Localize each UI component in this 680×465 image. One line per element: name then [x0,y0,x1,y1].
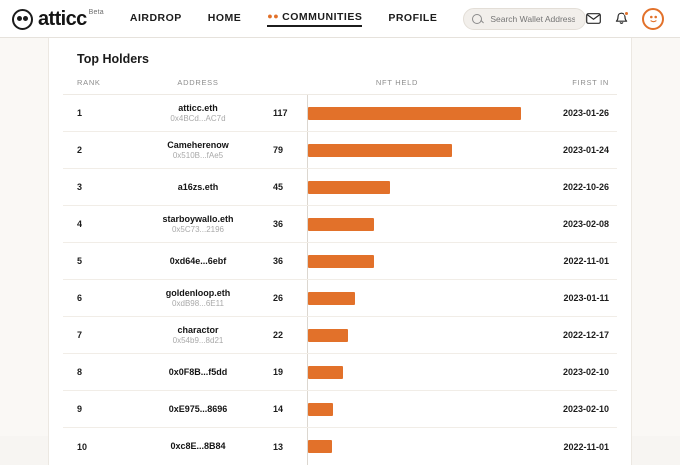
row-bar-track [307,169,521,205]
row-address-name: 0x0F8B...f5dd [168,366,228,377]
top-holders-card [48,38,632,465]
row-rank: 1 [77,108,83,118]
row-first-in: 2022-11-01 [563,256,609,266]
row-bar [308,255,374,268]
row-address[interactable] [123,403,273,415]
nav-item-communities[interactable] [267,11,362,27]
row-rank: 8 [77,367,83,377]
row-rank: 7 [77,330,83,340]
row-bar [308,107,521,120]
row-nft-count: 22 [273,330,284,340]
nav-item-home[interactable] [208,12,242,26]
row-address-hash: 0x54b9...8d21 [172,335,224,345]
row-address-name: charactor [177,324,219,335]
row-bar-track [307,391,521,427]
notifications-button[interactable] [615,12,628,26]
mail-glyph [586,13,601,24]
brand-name: atticc [38,7,87,30]
row-nft-count: 45 [273,182,284,192]
row-first-in: 2022-11-01 [563,441,609,452]
row-nft-count: 13 [273,441,284,452]
nav-item-label: COMMUNITIES [282,10,363,23]
atticc-logo-icon [12,9,33,30]
top-bar-actions [586,8,668,30]
row-address[interactable] [123,287,273,310]
row-nft-count: 79 [273,145,284,155]
row-rank: 4 [77,219,83,229]
row-nft-held [273,317,521,353]
table-body [63,95,617,465]
row-bar-track [307,280,521,316]
row-address-name: goldenloop.eth [165,287,231,298]
row-address-hash: 0xdB98...6E11 [172,298,224,308]
search-bar[interactable] [463,8,586,30]
row-first-in: 2023-01-24 [562,145,609,155]
row-nft-held [273,132,521,168]
row-rank: 2 [77,145,83,155]
row-first-in: 2022-12-17 [562,330,609,340]
row-address-name: starboywallo.eth [162,213,234,224]
row-nft-held [273,354,521,390]
nav-item-label: AIRDROP [129,11,182,24]
row-address-hash: 0x4BCd...AC7d [170,113,226,123]
row-bar-track [307,95,521,131]
notification-badge-dot [624,11,629,16]
row-address[interactable] [123,366,273,378]
nav-item-label: HOME [207,11,242,24]
row-first-in: 2023-01-11 [563,293,609,303]
top-navigation-bar [0,0,680,38]
row-bar [308,403,333,416]
table-row[interactable] [63,391,617,428]
column-header-rank: RANK [77,78,101,87]
row-address-name: atticc.eth [178,102,218,113]
table-row[interactable] [63,354,617,391]
row-bar [308,329,348,342]
row-nft-held [273,280,521,316]
table-row[interactable] [63,243,617,280]
row-address[interactable] [123,213,273,236]
row-nft-held [273,206,521,242]
row-address-hash: 0x510B...fAe5 [172,150,224,160]
search-input[interactable] [488,13,577,25]
page-body [0,38,680,452]
nav-item-profile[interactable] [388,12,437,26]
row-first-in: 2023-02-10 [562,367,609,377]
table-row[interactable] [63,317,617,354]
row-rank: 10 [77,441,88,452]
row-bar [308,144,452,157]
row-address[interactable] [123,324,273,347]
table-row[interactable] [63,280,617,317]
mail-icon[interactable] [586,13,601,24]
row-nft-held [273,391,521,427]
column-header-address: ADDRESS [177,78,219,87]
row-rank: 5 [77,256,83,266]
row-address[interactable] [123,139,273,162]
row-nft-held [273,428,521,465]
row-address[interactable] [123,440,273,452]
row-address[interactable] [123,181,273,193]
row-nft-held [273,243,521,279]
row-address-name: a16zs.eth [177,181,219,192]
page-title: Top Holders [77,52,149,66]
row-first-in: 2023-02-08 [562,219,609,229]
row-bar [308,366,343,379]
row-address-name: 0xd64e...6ebf [169,255,227,266]
row-bar-track [307,428,521,465]
row-nft-count: 36 [273,256,284,266]
row-bar [308,292,355,305]
nav-links [130,11,437,27]
row-bar-track [307,132,521,168]
row-nft-held [273,169,521,205]
table-row[interactable] [63,169,617,206]
avatar-face-icon [647,12,660,25]
row-first-in: 2023-01-26 [562,108,609,118]
row-first-in: 2023-02-10 [562,404,609,414]
row-rank: 9 [77,404,83,414]
row-bar [308,218,374,231]
row-address-name: Cameherenow [167,139,229,150]
brand-logo[interactable] [12,8,104,30]
row-nft-count: 19 [273,367,284,377]
row-address-hash: 0x5C73...2196 [171,224,225,234]
row-bar-track [307,317,521,353]
row-nft-count: 36 [273,219,284,229]
avatar[interactable] [642,8,664,30]
row-bar-track [307,206,521,242]
search-icon [472,14,482,24]
nav-item-label: PROFILE [388,11,438,24]
row-nft-held [273,95,521,131]
row-address-name: 0xc8E...8B84 [170,441,226,452]
row-nft-count: 117 [273,108,288,118]
row-nft-count: 14 [273,404,284,414]
beta-badge: Beta [88,8,104,16]
row-bar [308,440,332,453]
table-header-row [63,78,617,95]
row-address[interactable] [123,255,273,267]
row-address[interactable] [123,102,273,125]
row-rank: 6 [77,293,83,303]
row-bar-track [307,354,521,390]
table-row[interactable] [63,428,617,465]
row-rank: 3 [77,182,83,192]
nav-item-airdrop[interactable] [130,12,182,26]
table-row[interactable] [63,206,617,243]
column-header-nft-held: NFT HELD [375,78,419,87]
row-nft-count: 26 [273,293,284,303]
column-header-first-in: FIRST IN [572,78,609,87]
table-row[interactable] [63,95,617,132]
row-first-in: 2022-10-26 [562,182,609,192]
row-bar [308,181,390,194]
table-row[interactable] [63,132,617,169]
row-bar-track [307,243,521,279]
community-icon: ●● [267,10,280,21]
row-address-name: 0xE975...8696 [168,403,228,414]
